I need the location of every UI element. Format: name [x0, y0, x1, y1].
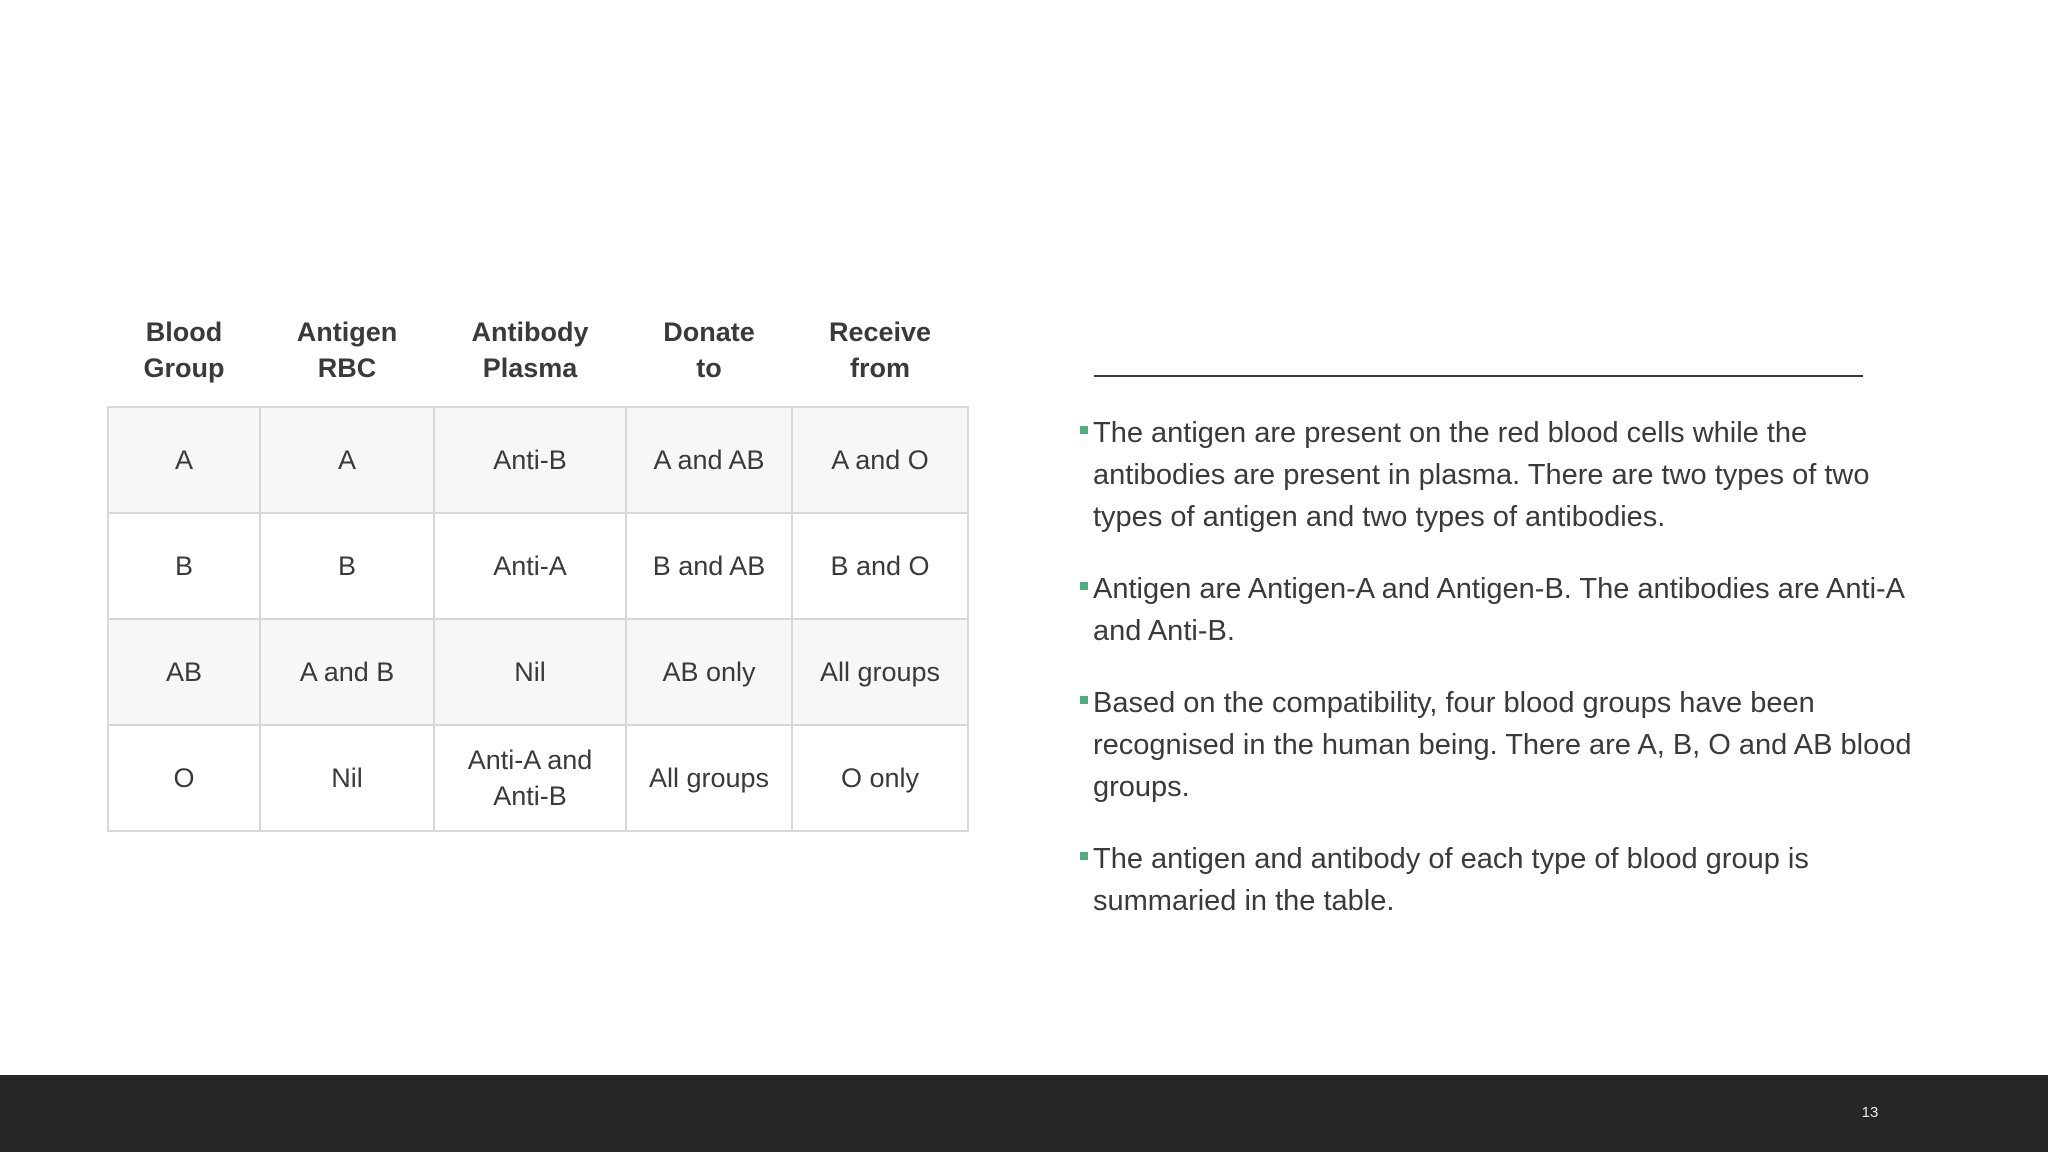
- footer-bar: [0, 1075, 2048, 1152]
- table-cell-antigen: Nil: [260, 725, 434, 831]
- table-cell-donate-to: All groups: [626, 725, 792, 831]
- list-item: [1080, 568, 1940, 652]
- table-cell-receive-from: B and O: [792, 513, 968, 619]
- table-row: [108, 725, 968, 831]
- table-cell-antibody: Anti-A and Anti-B: [434, 725, 626, 831]
- table-cell-donate-to: B and AB: [626, 513, 792, 619]
- table-cell-donate-to: A and AB: [626, 407, 792, 513]
- bullet-text: The antigen and antibody of each type of blood group is summaried in the table.: [1093, 843, 1809, 917]
- table-header-row: [108, 290, 968, 407]
- list-item: [1080, 412, 1940, 538]
- table-row: [108, 407, 968, 513]
- table-row: [108, 513, 968, 619]
- table-cell-antibody: Nil: [434, 619, 626, 725]
- table-cell-blood-group: AB: [108, 619, 260, 725]
- bullet-text: Based on the compatibility, four blood groups have been recognised in the human being. There are A, B, O and AB blood groups.: [1093, 687, 1912, 803]
- list-item: [1080, 838, 1940, 922]
- square-bullet-icon: [1080, 582, 1088, 590]
- table-cell-receive-from: All groups: [792, 619, 968, 725]
- column-header-antibody-plasma: Antibody Plasma: [471, 317, 589, 383]
- title-divider: [1094, 375, 1863, 377]
- table-cell-blood-group: O: [108, 725, 260, 831]
- bullet-list: [1080, 412, 1940, 952]
- page-number: 13: [1861, 1104, 1879, 1121]
- bullet-text: Antigen are Antigen-A and Antigen-B. The antibodies are Anti-A and Anti-B.: [1093, 573, 1904, 647]
- blood-group-table: [107, 290, 969, 832]
- table-cell-blood-group: B: [108, 513, 260, 619]
- list-item: [1080, 682, 1940, 808]
- table-cell-antigen: A and B: [260, 619, 434, 725]
- square-bullet-icon: [1080, 852, 1088, 860]
- table-cell-donate-to: AB only: [626, 619, 792, 725]
- table-cell-receive-from: A and O: [792, 407, 968, 513]
- column-header-antigen-rbc: Antigen RBC: [296, 317, 398, 383]
- table-cell-antibody: Anti-B: [434, 407, 626, 513]
- bullet-text: The antigen are present on the red blood cells while the antibodies are present in plasma. There are two types of two types of antigen and two types of antibodies.: [1093, 417, 1870, 533]
- column-header-donate-to: Donate to: [663, 317, 755, 383]
- table-cell-antigen: B: [260, 513, 434, 619]
- square-bullet-icon: [1080, 696, 1088, 704]
- table-cell-blood-group: A: [108, 407, 260, 513]
- column-header-blood-group: Blood Group: [143, 317, 225, 383]
- table-cell-receive-from: O only: [792, 725, 968, 831]
- square-bullet-icon: [1080, 426, 1088, 434]
- table-row: [108, 619, 968, 725]
- table-cell-antibody: Anti-A: [434, 513, 626, 619]
- table-cell-antigen: A: [260, 407, 434, 513]
- column-header-receive-from: Receive from: [828, 317, 932, 383]
